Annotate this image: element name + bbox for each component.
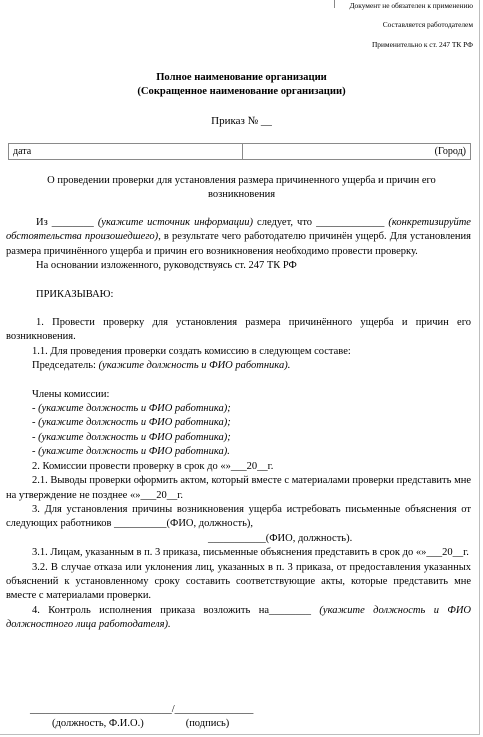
- org-short-name: (Сокращенное наименование организации): [137, 86, 346, 97]
- header-note-optional: Документ не обязателен к применению: [349, 1, 473, 10]
- chair-value: (укажите должность и ФИО работника).: [98, 360, 291, 372]
- item-3-1: 3.1. Лицам, указанным в п. 3 приказа, письменные объяснения представить в срок до «»___20__г.: [32, 547, 469, 559]
- intro-text-3: , в результате чего работодателю причинён ущерб. Для установления размера причинённого ущерба и причин его возникновения необходимо провести проверку.: [6, 231, 471, 257]
- item-3-continued: ___________(ФИО, должность).: [208, 532, 353, 544]
- member-text: - (укажите должность и ФИО работника);: [32, 417, 231, 429]
- signature-line: ___________________________/_______________: [30, 704, 254, 715]
- signature-block: [30, 703, 253, 731]
- date-cell: дата: [9, 144, 243, 160]
- item-1-1: 1.1. Для проведения проверки создать комиссию в следующем составе:: [32, 345, 351, 357]
- item-3-2: 3.2. В случае отказа или уклонения лиц, указанных в п. 3 приказа, от предоставления указанных объяснений к установленному сроку составить соответствующие акты, которые представить мне вместе с материалами проверки.: [6, 561, 471, 602]
- legal-basis: На основании изложенного, руководствуясь ст. 247 ТК РФ: [36, 260, 297, 272]
- chair-label: Председатель:: [32, 360, 99, 372]
- intro-text-2: следует, что _____________: [253, 217, 389, 228]
- member-item: [6, 416, 471, 430]
- intro-paragraph: [6, 216, 471, 259]
- signature-labels: (должность, Ф.И.О.) (подпись): [52, 718, 230, 729]
- item-1: 1. Провести проверку для установления размера причинённого ущерба и причин его возникновения.: [6, 317, 471, 343]
- member-text: - (укажите должность и ФИО работника).: [32, 446, 230, 458]
- member-text: - (укажите должность и ФИО работника);: [32, 431, 231, 443]
- item-3: 3. Для установления причины возникновения ущерба истребовать письменные объяснения от следующих работников __________(ФИО, должность),: [6, 503, 471, 530]
- order-subject: О проведении проверки для установления размера причиненного ущерба и причин его возникновения: [47, 175, 436, 200]
- org-full-name: Полное наименование организации: [156, 72, 327, 83]
- date-city-table: [8, 143, 471, 160]
- order-body: [6, 216, 471, 633]
- intro-source-hint: (укажите источник информации): [97, 217, 254, 228]
- member-item: [6, 431, 471, 445]
- member-text: - (укажите должность и ФИО работника);: [32, 403, 231, 415]
- member-item: [6, 402, 471, 416]
- member-item: [6, 445, 471, 459]
- city-cell: (Город): [243, 144, 471, 160]
- item-4: [6, 604, 471, 633]
- corner-mark: [334, 0, 335, 8]
- header-note-employer: Составляется работодателем: [382, 20, 473, 29]
- header-note-article: Применительно к ст. 247 ТК РФ: [371, 40, 473, 49]
- intro-text-1: Из ________: [36, 217, 98, 228]
- item-2: 2. Комиссии провести проверку в срок до «»___20__г.: [32, 460, 274, 472]
- intro-circumstances-hint: (конкретизируйте обстоятельства произошедшего): [6, 217, 471, 243]
- order-title: Приказ № __: [211, 115, 272, 127]
- item-2-1: 2.1. Выводы проверки оформить актом, который вместе с материалами проверки представить мне на утверждение не позднее «»___20__г.: [6, 475, 471, 501]
- members-label: Члены комиссии:: [32, 388, 110, 400]
- order-word: ПРИКАЗЫВАЮ:: [36, 288, 114, 300]
- item-4-hint: (укажите должность и ФИО должностного лица работодателя).: [6, 604, 471, 631]
- chair-line: [6, 359, 471, 373]
- item-4-text: 4. Контроль исполнения приказа возложить на________: [32, 604, 320, 616]
